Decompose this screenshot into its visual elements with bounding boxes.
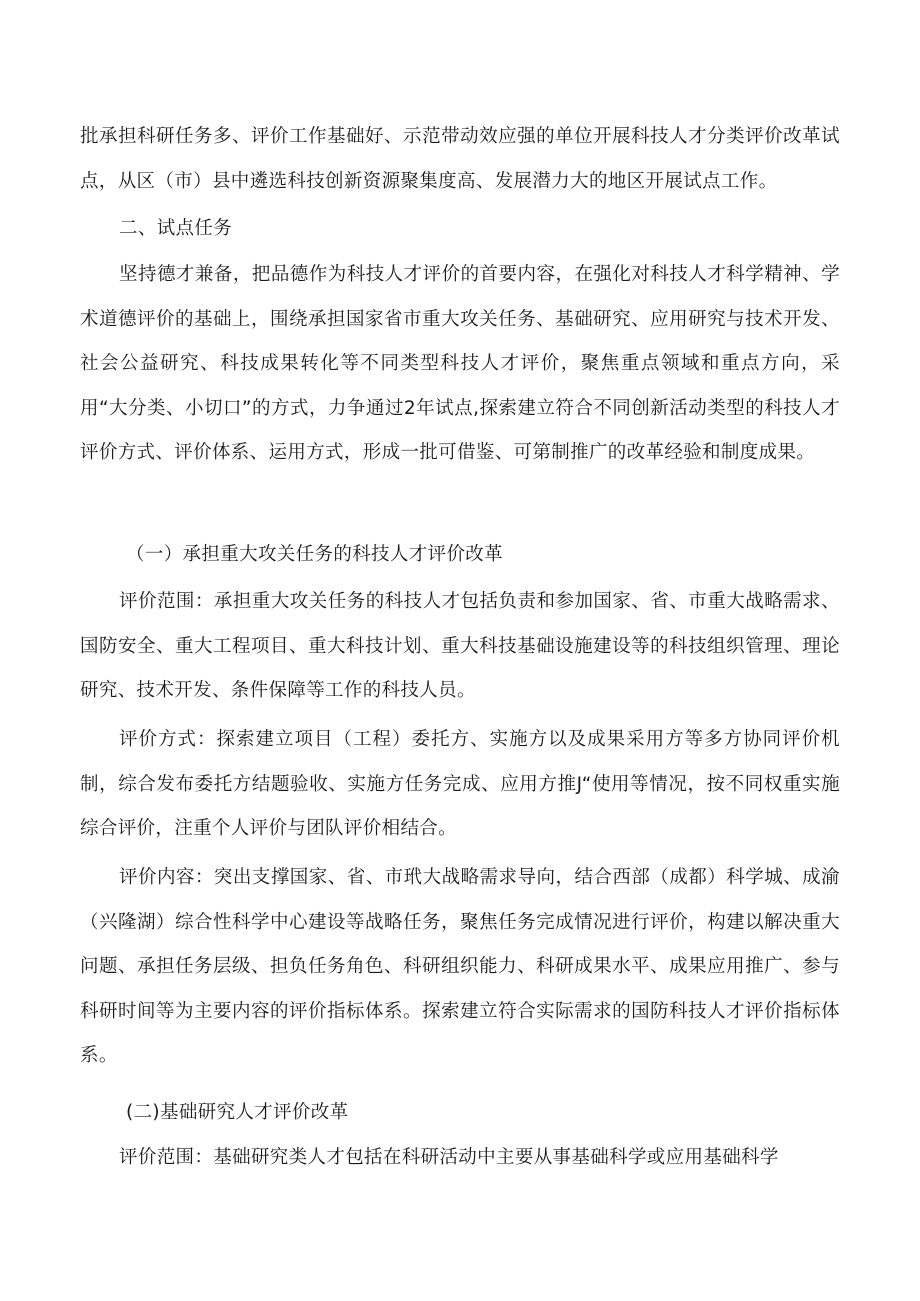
subsection-heading-major-tasks: （一）承担重大攻关任务的科技人才评价改革 [126,544,504,565]
paragraph-evaluation-content-1: 评价内容：突出支撑国家、省、市玳大战略需求导向，结合西部（成都）科学城、成渝（兴隆湖）综合性科学中心建设等战略任务，聚焦任务完成情况进行评价，构建以解决重大问题、承担任务层级、担负任务角色、科研组织能力、科研成果水平、成果应用推广、参与科研时间等为主要内容的评价指标体系。探索建立符合实际需求的国防科技人才评价指标体系。 [80,867,840,1066]
section-heading-pilot-tasks: 二、试点任务 [119,218,233,239]
paragraph-continuation: 批承担科研任务多、评价工作基础好、示范带动效应强的单位开展科技人才分类评价改革试点，从区（市）县中遴选科技创新资源聚集度高、发展潜力大的地区开展试点工作。 [80,126,840,192]
paragraph-evaluation-scope-2: 评价范围：基础研究类人才包括在科研活动中主要从事基础科学或应用基础科学 [119,1147,779,1168]
paragraph-pilot-tasks: 坚持德才兼备，把品德作为科技人才评价的首要内容，在强化对科技人才科学精神、学术道德评价的基础上，围绕承担国家省市重大攻关任务、基础研究、应用研究与技术开发、社会公益研究、科技成果转化等不同类型科技人才评价，聚焦重点领域和重点方向，采用“大分类、小切口”的方式，力争通过2年试点,探索建立符合不同创新活动类型的科技人才评价方式、评价体系、运用方式，形成一批可借鉴、可第制推广的改革经验和制度成果。 [80,264,840,463]
paragraph-evaluation-method-1: 评价方式：探索建立项目（工程）委托方、实施方以及成果采用方等多方协同评价机制，综合发布委托方结题验收、实施方任务完成、应用方推J“使用等情况，按不同权重实施综合评价，注重个人评价与团队评价相结合。 [80,729,840,839]
paragraph-evaluation-scope-1: 评价范围：承担重大攻关任务的科技人才包括负责和参加国家、省、市重大战略需求、国防安全、重大工程项目、重大科技计划、重大科技基础设施建设等的科技组织管理、理论研究、技术开发、条件保障等工作的科技人员。 [80,591,840,701]
subsection-heading-basic-research: (二)基础研究人才评价改革 [126,1102,349,1123]
